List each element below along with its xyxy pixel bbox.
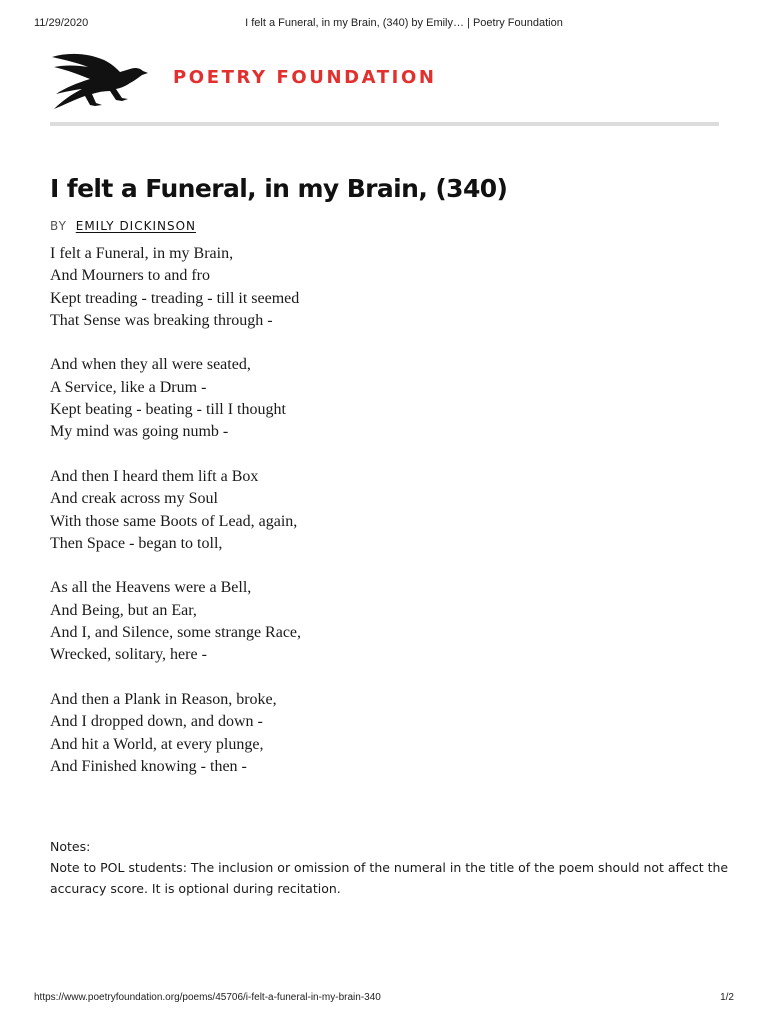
stanza bbox=[50, 466, 301, 555]
poem-line: And Being, but an Ear, bbox=[50, 601, 197, 619]
stanza bbox=[50, 354, 301, 443]
byline bbox=[50, 219, 196, 233]
print-page-title: I felt a Funeral, in my Brain, (340) by Emily… | Poetry Foundation bbox=[245, 17, 563, 29]
poem-notes bbox=[50, 836, 730, 899]
poem-line: That Sense was breaking through - bbox=[50, 311, 273, 329]
notes-label: Notes: bbox=[50, 839, 91, 854]
stanza bbox=[50, 577, 301, 666]
poem-title: I felt a Funeral, in my Brain, (340) bbox=[50, 174, 508, 203]
bird-logo-icon[interactable] bbox=[50, 48, 150, 110]
poem-line: I felt a Funeral, in my Brain, bbox=[50, 245, 234, 262]
header-divider bbox=[50, 122, 719, 126]
author-link[interactable]: EMILY DICKINSON bbox=[75, 219, 197, 233]
poem-line: And creak across my Soul bbox=[50, 490, 218, 508]
poem-line: And Mourners to and fro bbox=[50, 267, 210, 285]
poem-line: And hit a World, at every plunge, bbox=[50, 735, 264, 753]
poem-line: And when they all were seated, bbox=[50, 356, 251, 374]
poem-line: And then a Plank in Reason, broke, bbox=[50, 690, 277, 708]
poem-line: Kept treading - treading - till it seemed bbox=[50, 289, 300, 307]
poem-line: Wrecked, solitary, here - bbox=[50, 646, 207, 664]
poem-line: And then I heard them lift a Box bbox=[50, 467, 259, 485]
poem-body bbox=[50, 243, 301, 800]
notes-text: Note to POL students: The inclusion or omission of the numeral in the title of the poem should not affect the accuracy score. It is optional during recitation. bbox=[50, 860, 729, 896]
poem-line: As all the Heavens were a Bell, bbox=[50, 579, 252, 597]
print-date: 11/29/2020 bbox=[34, 17, 89, 29]
poem-line: And I, and Silence, some strange Race, bbox=[50, 624, 302, 642]
byline-label: BY bbox=[50, 219, 67, 233]
stanza bbox=[50, 689, 301, 778]
print-page-number: 1/2 bbox=[720, 992, 734, 1003]
poem-line: With those same Boots of Lead, again, bbox=[50, 512, 298, 530]
print-url[interactable]: https://www.poetryfoundation.org/poems/45706/i-felt-a-funeral-in-my-brain-340 bbox=[34, 992, 381, 1003]
stanza bbox=[50, 243, 301, 332]
poem-line: And Finished knowing - then - bbox=[50, 757, 247, 775]
poem-line: And I dropped down, and down - bbox=[50, 713, 263, 731]
site-header[interactable] bbox=[50, 46, 470, 112]
poem-line: A Service, like a Drum - bbox=[50, 378, 207, 396]
poem-line: Kept beating - beating - till I thought bbox=[50, 401, 286, 419]
brand-name[interactable]: POETRY FOUNDATION bbox=[173, 67, 437, 88]
poem-line: My mind was going numb - bbox=[50, 423, 229, 441]
poem-line: Then Space - began to toll, bbox=[50, 534, 223, 552]
